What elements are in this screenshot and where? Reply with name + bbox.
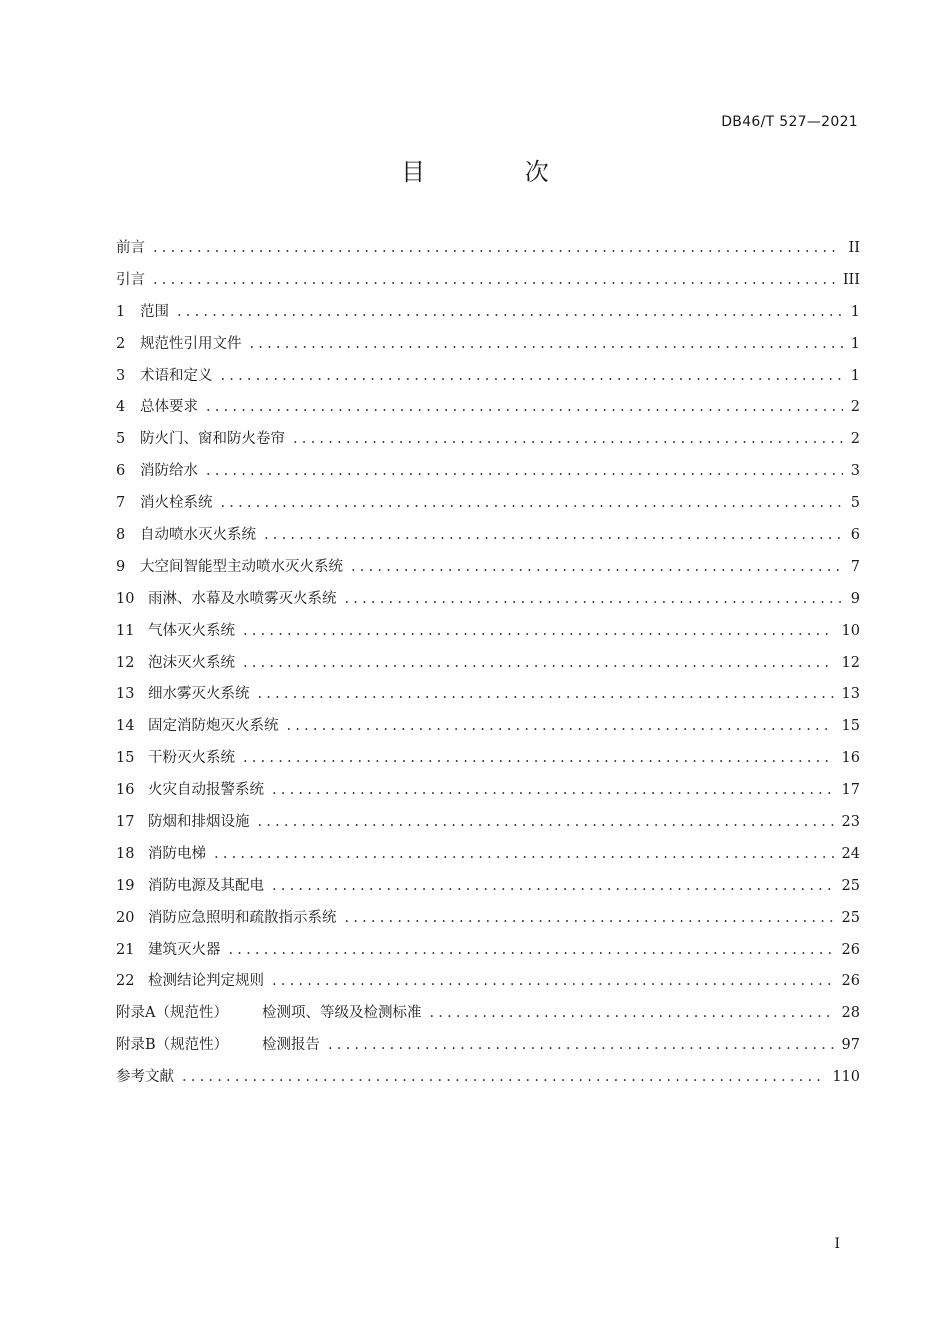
toc-entry-title: 雨淋、水幕及水喷雾灭火系统 bbox=[148, 590, 337, 607]
toc-entry[interactable] bbox=[116, 746, 860, 778]
toc-entry-page: 10 bbox=[841, 622, 860, 639]
toc-entry-number: 13 bbox=[116, 686, 135, 703]
toc-entry-page: 110 bbox=[832, 1069, 860, 1086]
toc-entry-page: 1 bbox=[850, 367, 860, 384]
toc-entry-title: 固定消防炮灭火系统 bbox=[148, 718, 279, 735]
toc-entry-number: 1 bbox=[116, 303, 126, 320]
toc-entry[interactable] bbox=[116, 778, 860, 810]
toc-entry-number: 15 bbox=[116, 750, 135, 767]
toc-leader-dots bbox=[272, 878, 834, 894]
toc-entry-label bbox=[116, 842, 206, 863]
toc-entry-number: 7 bbox=[116, 495, 126, 512]
toc-entry-label bbox=[116, 651, 235, 672]
page-title: 目 次 bbox=[401, 158, 595, 186]
toc-entry-title: 建筑灭火器 bbox=[148, 941, 221, 958]
toc-leader-dots bbox=[287, 718, 834, 734]
toc-entry-page: 25 bbox=[841, 909, 860, 926]
toc-entry-title: 大空间智能型主动喷水灭火系统 bbox=[140, 558, 343, 575]
toc-entry-page: 26 bbox=[841, 973, 860, 990]
toc-entry-page: 7 bbox=[850, 558, 860, 575]
toc-entry-number: 4 bbox=[116, 399, 126, 416]
toc-leader-dots bbox=[229, 942, 834, 958]
toc-leader-dots bbox=[272, 973, 834, 989]
toc-leader-dots bbox=[243, 623, 834, 639]
toc-leader-dots bbox=[177, 304, 843, 320]
toc-entry-title: 参考文献 bbox=[116, 1069, 174, 1086]
toc-entry-title: 检测报告 bbox=[262, 1037, 320, 1054]
toc-entry-label bbox=[116, 427, 285, 448]
toc-entry-page: 13 bbox=[841, 686, 860, 703]
toc-entry[interactable] bbox=[116, 1001, 860, 1033]
toc-leader-dots bbox=[221, 368, 843, 384]
toc-entry[interactable] bbox=[116, 938, 860, 970]
toc-entry-number: 3 bbox=[116, 367, 126, 384]
toc-entry-title: 消防应急照明和疏散指示系统 bbox=[148, 909, 337, 926]
toc-entry-title: 引言 bbox=[116, 271, 145, 288]
toc-entry-number: 2 bbox=[116, 335, 126, 352]
toc-leader-dots bbox=[351, 559, 843, 575]
toc-entry-label bbox=[116, 714, 279, 735]
toc-entry-page: 12 bbox=[841, 654, 860, 671]
toc-entry-title: 自动喷水灭火系统 bbox=[140, 527, 256, 544]
toc-entry-label bbox=[116, 1065, 174, 1086]
toc-entry-label bbox=[116, 1033, 320, 1054]
toc-entry-number: 10 bbox=[116, 590, 135, 607]
toc-entry-number: 14 bbox=[116, 718, 135, 735]
toc-entry[interactable] bbox=[116, 714, 860, 746]
toc-leader-dots bbox=[258, 814, 834, 830]
toc-leader-dots bbox=[258, 686, 834, 702]
toc-entry-label bbox=[116, 874, 264, 895]
toc-entry-number: 11 bbox=[116, 622, 135, 639]
toc-entry[interactable] bbox=[116, 459, 860, 491]
toc-entry[interactable] bbox=[116, 810, 860, 842]
toc-entry-number: 5 bbox=[116, 431, 126, 448]
toc-entry-label bbox=[116, 459, 198, 480]
toc-leader-dots bbox=[345, 591, 843, 607]
toc-entry-title: 防火门、窗和防火卷帘 bbox=[140, 431, 285, 448]
toc-entry-number: 21 bbox=[116, 941, 135, 958]
toc-entry-number: 18 bbox=[116, 845, 135, 862]
toc-entry[interactable] bbox=[116, 332, 860, 364]
toc-entry-label bbox=[116, 236, 145, 257]
toc-entry[interactable] bbox=[116, 236, 860, 268]
toc-entry-page: 24 bbox=[841, 845, 860, 862]
toc-entry-label bbox=[116, 778, 264, 799]
toc-entry-title: 细水雾灭火系统 bbox=[148, 686, 250, 703]
toc-entry-page: 2 bbox=[850, 399, 860, 416]
toc-entry-title: 消防电源及其配电 bbox=[148, 877, 264, 894]
toc-entry-label bbox=[116, 969, 264, 990]
toc-entry-label bbox=[116, 268, 145, 289]
toc-entry-title: 术语和定义 bbox=[140, 367, 213, 384]
toc-entry-label bbox=[116, 1001, 422, 1022]
toc-leader-dots bbox=[345, 910, 834, 926]
toc-entry-title: 检测结论判定规则 bbox=[148, 973, 264, 990]
toc-entry[interactable] bbox=[116, 906, 860, 938]
toc-entry-title: 气体灭火系统 bbox=[148, 622, 235, 639]
standard-code: DB46/T 527—2021 bbox=[721, 114, 858, 130]
toc-entry-label bbox=[116, 619, 235, 640]
toc-leader-dots bbox=[264, 527, 843, 543]
toc-entry-label bbox=[116, 300, 169, 321]
toc-entry[interactable] bbox=[116, 268, 860, 300]
toc-entry[interactable] bbox=[116, 682, 860, 714]
toc-entry-label bbox=[116, 587, 337, 608]
toc-leader-dots bbox=[153, 240, 841, 256]
toc-leader-dots bbox=[328, 1037, 834, 1053]
toc-entry-title: 规范性引用文件 bbox=[140, 335, 242, 352]
toc-entry-label bbox=[116, 555, 343, 576]
toc-entry-number: 附录A（规范性） bbox=[116, 1005, 228, 1022]
toc-entry-number: 16 bbox=[116, 782, 135, 799]
toc-entry[interactable] bbox=[116, 619, 860, 651]
toc-leader-dots bbox=[182, 1069, 824, 1085]
toc-entry[interactable] bbox=[116, 395, 860, 427]
toc-entry-title: 检测项、等级及检测标准 bbox=[262, 1005, 422, 1022]
toc-entry-title: 消防电梯 bbox=[148, 845, 206, 862]
toc-entry-page: 97 bbox=[841, 1037, 860, 1054]
toc-entry[interactable] bbox=[116, 555, 860, 587]
toc-leader-dots bbox=[250, 336, 843, 352]
toc-leader-dots bbox=[293, 431, 843, 447]
toc-entry[interactable] bbox=[116, 1033, 860, 1065]
toc-leader-dots bbox=[214, 846, 834, 862]
toc-entry-label bbox=[116, 491, 213, 512]
toc-entry[interactable] bbox=[116, 874, 860, 906]
toc-entry-page: 1 bbox=[850, 303, 860, 320]
toc-entry-label bbox=[116, 332, 242, 353]
toc-entry-title: 消火栓系统 bbox=[140, 495, 213, 512]
toc-entry-label bbox=[116, 395, 198, 416]
toc-entry-label bbox=[116, 746, 235, 767]
toc-entry-title: 消防给水 bbox=[140, 463, 198, 480]
toc-entry-page: 1 bbox=[850, 335, 860, 352]
toc-entry-page: 26 bbox=[841, 941, 860, 958]
toc-entry-page: 25 bbox=[841, 877, 860, 894]
toc-entry-page: III bbox=[842, 271, 860, 288]
toc-entry-title: 前言 bbox=[116, 240, 145, 256]
toc-entry[interactable] bbox=[116, 842, 860, 874]
toc-entry[interactable] bbox=[116, 364, 860, 396]
toc-entry[interactable] bbox=[116, 523, 860, 555]
toc-entry-title: 范围 bbox=[140, 303, 169, 320]
toc-leader-dots bbox=[243, 655, 834, 671]
toc-entry-number: 附录B（规范性） bbox=[116, 1037, 229, 1054]
toc-entry-title: 总体要求 bbox=[140, 399, 198, 416]
toc-entry-page: 2 bbox=[850, 431, 860, 448]
toc-entry-title: 防烟和排烟设施 bbox=[148, 814, 250, 831]
toc-entry-page: 28 bbox=[841, 1005, 860, 1022]
toc-entry-label bbox=[116, 364, 213, 385]
toc-entry-title: 火灾自动报警系统 bbox=[148, 782, 264, 799]
toc-entry-page: 9 bbox=[850, 590, 860, 607]
toc-entry-page: 15 bbox=[841, 718, 860, 735]
toc-entry-label bbox=[116, 938, 221, 959]
toc-entry-number: 9 bbox=[116, 558, 126, 575]
toc-entry-label bbox=[116, 810, 250, 831]
toc-leader-dots bbox=[206, 463, 843, 479]
toc-entry[interactable] bbox=[116, 1065, 860, 1097]
toc-entry-page: 16 bbox=[841, 750, 860, 767]
toc-entry-title: 泡沫灭火系统 bbox=[148, 654, 235, 671]
toc-entry[interactable] bbox=[116, 427, 860, 459]
toc-entry-title: 干粉灭火系统 bbox=[148, 750, 235, 767]
toc-entry-page: 3 bbox=[850, 463, 860, 480]
toc-entry[interactable] bbox=[116, 300, 860, 332]
toc-entry-label bbox=[116, 682, 250, 703]
toc-entry-number: 20 bbox=[116, 909, 135, 926]
toc-leader-dots bbox=[243, 750, 834, 766]
toc-entry-label bbox=[116, 523, 256, 544]
toc-entry-number: 19 bbox=[116, 877, 135, 894]
toc-entry[interactable] bbox=[116, 491, 860, 523]
toc-entry-number: 12 bbox=[116, 654, 135, 671]
toc-entry-page: 5 bbox=[850, 495, 860, 512]
toc-leader-dots bbox=[221, 495, 843, 511]
toc-entry-label bbox=[116, 906, 337, 927]
toc-leader-dots bbox=[430, 1005, 834, 1021]
toc-entry-number: 6 bbox=[116, 463, 126, 480]
toc-entry-page: II bbox=[848, 240, 860, 256]
toc-entry[interactable] bbox=[116, 969, 860, 1001]
toc-entry-page: 17 bbox=[841, 782, 860, 799]
toc-entry-number: 8 bbox=[116, 527, 126, 544]
toc-entry-number: 22 bbox=[116, 973, 135, 990]
toc-entry-page: 6 bbox=[850, 527, 860, 544]
toc-entry-number: 17 bbox=[116, 814, 135, 831]
toc-entry[interactable] bbox=[116, 587, 860, 619]
toc-entry-page: 23 bbox=[841, 814, 860, 831]
toc-leader-dots bbox=[153, 272, 835, 288]
page-number: I bbox=[834, 1236, 840, 1252]
toc-leader-dots bbox=[272, 782, 834, 798]
toc-entry[interactable] bbox=[116, 651, 860, 683]
toc-leader-dots bbox=[206, 399, 843, 415]
table-of-contents bbox=[116, 236, 860, 1097]
